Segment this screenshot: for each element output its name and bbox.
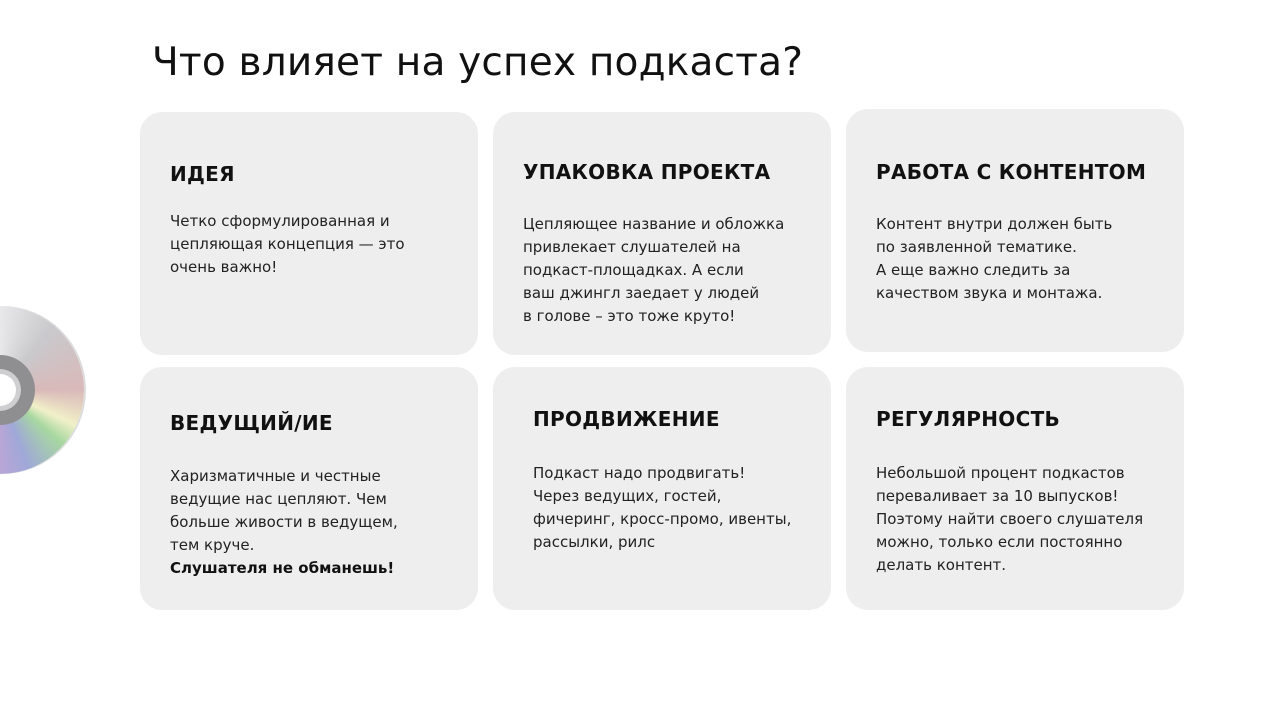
card-idea xyxy=(140,112,478,355)
card-body-line: ваш джингл заедает у людей xyxy=(523,284,760,302)
card-body-line: ведущие нас цепляют. Чем xyxy=(170,490,387,508)
card-body xyxy=(533,462,791,554)
card-body-line: Подкаст надо продвигать! xyxy=(533,464,746,482)
card-regularity xyxy=(846,367,1184,610)
card-heading: ПРОДВИЖЕНИЕ xyxy=(533,407,720,431)
card-body-line: рассылки, рилс xyxy=(533,533,656,551)
card-heading: УПАКОВКА ПРОЕКТА xyxy=(523,160,771,184)
card-body-line: Цепляющее название и обложка xyxy=(523,215,785,233)
card-body xyxy=(876,213,1112,305)
card-emphasis: Слушателя не обманешь! xyxy=(170,559,395,577)
card-body-line: Харизматичные и честные xyxy=(170,467,381,485)
card-body-line: Небольшой процент подкастов xyxy=(876,464,1125,482)
card-body-line: Поэтому найти своего слушателя xyxy=(876,510,1144,528)
card-body-line: Четко сформулированная и xyxy=(170,212,390,230)
card-body-line: цепляющая концепция — это xyxy=(170,235,405,253)
card-body-line: по заявленной тематике. xyxy=(876,238,1077,256)
card-body-line: больше живости в ведущем, xyxy=(170,513,398,531)
card-promotion xyxy=(493,367,831,610)
card-packaging xyxy=(493,112,831,355)
card-body xyxy=(876,462,1143,577)
card-body-line: тем круче. xyxy=(170,536,255,554)
card-body xyxy=(523,213,784,328)
card-body-line: Через ведущих, гостей, xyxy=(533,487,722,505)
card-body-line: фичеринг, кросс-промо, ивенты, xyxy=(533,510,792,528)
card-body-line: переваливает за 10 выпусков! xyxy=(876,487,1119,505)
card-content xyxy=(846,109,1184,352)
cd-disc-icon xyxy=(0,306,84,474)
card-body-line: делать контент. xyxy=(876,556,1007,574)
card-heading: РЕГУЛЯРНОСТЬ xyxy=(876,407,1061,431)
card-body-line: привлекает слушателей на xyxy=(523,238,741,256)
card-body xyxy=(170,210,405,279)
card-host xyxy=(140,367,478,610)
card-body-line: можно, только если постоянно xyxy=(876,533,1123,551)
page-title: Что влияет на успех подкаста? xyxy=(152,40,804,85)
card-body-line: в голове – это тоже круто! xyxy=(523,307,736,325)
card-body-line: подкаст-площадках. А если xyxy=(523,261,744,279)
card-heading: РАБОТА С КОНТЕНТОМ xyxy=(876,160,1147,184)
card-body-line: очень важно! xyxy=(170,258,278,276)
card-body-line: качеством звука и монтажа. xyxy=(876,284,1103,302)
card-body xyxy=(170,465,398,580)
card-heading: ВЕДУЩИЙ/ИЕ xyxy=(170,411,333,435)
card-body-line: А еще важно следить за xyxy=(876,261,1071,279)
card-body-line: Контент внутри должен быть xyxy=(876,215,1113,233)
card-heading: ИДЕЯ xyxy=(170,162,235,186)
